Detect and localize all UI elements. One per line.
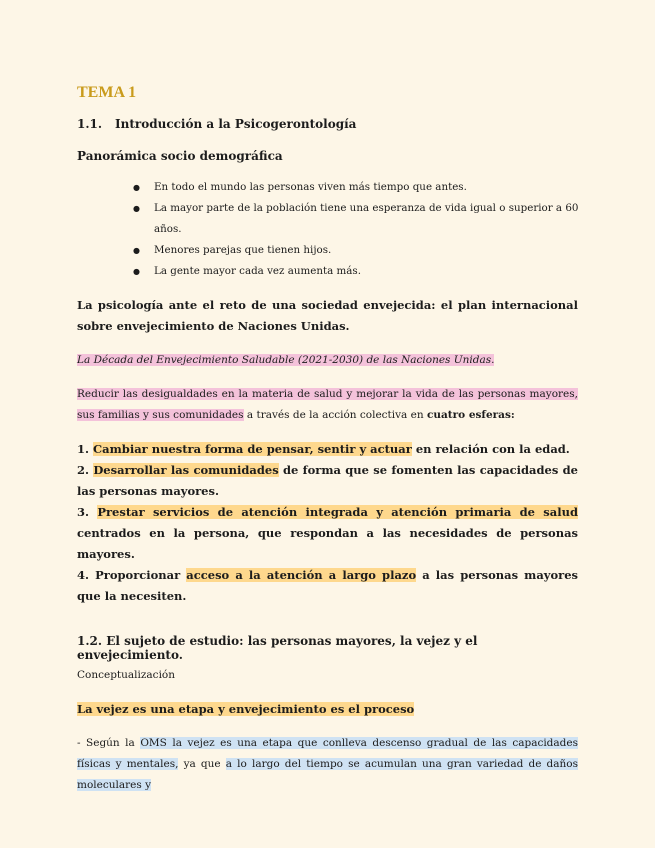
- esfera-highlight: Desarrollar las comunidades: [93, 463, 279, 477]
- esfera-item: 2. Desarrollar las comunidades de forma que se fomenten las capacidades de las personas mayores.: [77, 463, 578, 498]
- esfera-highlight: Prestar servicios de atención integrada y atención primaria de salud: [97, 505, 579, 519]
- esfera-item: 3. Prestar servicios de atención integrada y atención primaria de salud centrados en la persona, que respondan a las necesidades de personas mayores.: [77, 505, 579, 561]
- esfera-item: 4. Proporcionar acceso a la atención a largo plazo a las personas mayores que la necesiten.: [77, 568, 578, 603]
- panoramica-heading: Panorámica socio demográfica: [77, 149, 283, 163]
- tema-title: TEMA 1: [77, 84, 137, 101]
- decada-highlight: La Década del Envejecimiento Saludable (2021-2030) de las Naciones Unidas.: [77, 354, 495, 366]
- section-1-1-heading: [77, 117, 578, 131]
- bullet-item: ● La mayor parte de la población tiene una esperanza de vida igual o superior a 60 años.: [133, 198, 583, 240]
- reducir-highlight: Reducir las desigualdades en la materia de salud y mejorar la vida de las personas mayores, sus familias y sus comunidades: [77, 388, 578, 421]
- oms-highlight-2: a lo largo del tiempo se acumulan una gran variedad de daños moleculares y: [77, 758, 578, 791]
- reducir-bold: cuatro esferas:: [426, 409, 515, 421]
- bullet-item: ● Menores parejas que tienen hijos.: [133, 240, 583, 261]
- decada-line: [77, 350, 578, 371]
- reducir-middle: a través de la acción colectiva en: [243, 409, 427, 421]
- oms-paragraph: - Según la OMS la vejez es una etapa que conlleva descenso gradual de las capacidades físicas y mentales, ya que a lo largo del tiempo se acumulan una gran variedad de daños moleculares y: [77, 737, 578, 791]
- vejez-heading: La vejez es una etapa y envejecimiento es el proceso: [77, 702, 415, 716]
- psicologia-heading: La psicología ante el reto de una sociedad envejecida: el plan internacional sobre envejecimiento de Naciones Unidas.: [77, 298, 578, 333]
- conceptualizacion-label: Conceptualización: [77, 669, 176, 681]
- oms-highlight-1: OMS la vejez es una etapa que conlleva descenso gradual de las capacidades físicas y mentales,: [77, 737, 578, 770]
- esfera-item: 1. Cambiar nuestra forma de pensar, sentir y actuar en relación con la edad.: [77, 442, 570, 456]
- section-1-2-heading: 1.2. El sujeto de estudio: las personas mayores, la vejez y el envejecimiento.: [77, 634, 478, 662]
- bullet-item: ● La gente mayor cada vez aumenta más.: [133, 261, 583, 282]
- bullet-item: ● En todo el mundo las personas viven más tiempo que antes.: [133, 177, 583, 198]
- esferas-list: [77, 439, 578, 607]
- esfera-highlight: acceso a la atención a largo plazo: [186, 568, 417, 582]
- section-number: 1.1.: [77, 117, 103, 131]
- demographic-bullet-list: [133, 177, 583, 282]
- section-title: Introducción a la Psicogerontología: [115, 117, 357, 131]
- reducir-paragraph: [77, 384, 578, 426]
- esfera-highlight: Cambiar nuestra forma de pensar, sentir y actuar: [93, 442, 412, 456]
